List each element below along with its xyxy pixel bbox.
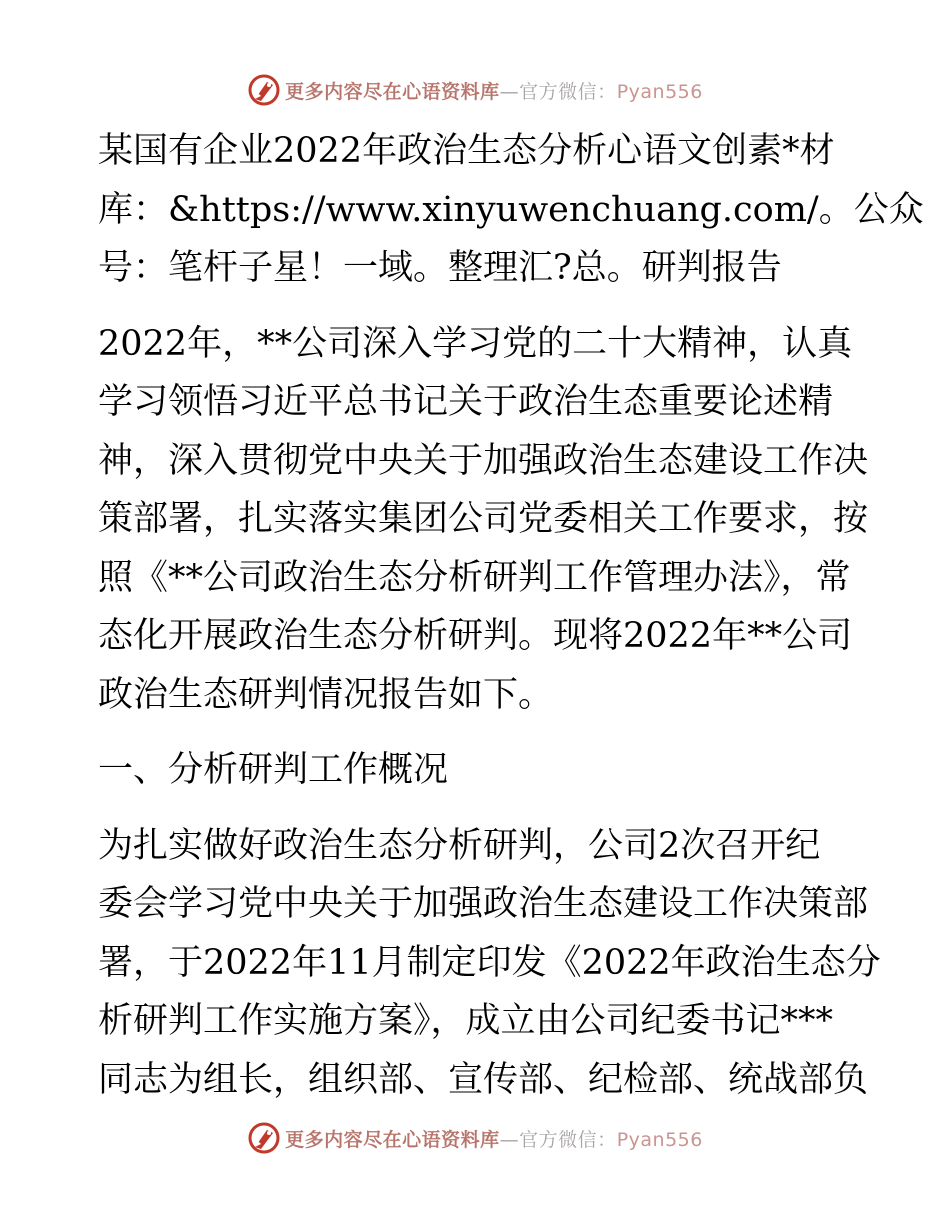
title-line: 号：笔杆子星！一域。整理汇?总。研判报告 [98, 248, 782, 288]
section-paragraph [98, 817, 881, 1110]
watermark-separator: — [499, 80, 520, 103]
intro-line: 2022年，**公司深入学习党的二十大精神，认真 [98, 323, 853, 364]
intro-line: 态化开展政治生态分析研判。现将2022年**公司 [98, 616, 853, 656]
watermark-wechat-label: 官方微信： [519, 80, 617, 103]
watermark-wechat-id: Pyan556 [616, 1128, 703, 1151]
watermark-brand: 更多内容尽在心语资料库 [285, 1128, 500, 1151]
pen-logo-icon [247, 73, 281, 107]
intro-paragraph [98, 315, 869, 725]
watermark-wechat-id: Pyan556 [616, 80, 703, 103]
section-heading [98, 741, 858, 800]
intro-line: 照《**公司政治生态分析研判工作管理办法》，常 [98, 557, 851, 598]
watermark-wechat-label: 官方微信： [519, 1128, 617, 1151]
watermark-header [0, 70, 950, 110]
watermark-separator: — [499, 1128, 520, 1151]
title-line: 某国有企业2022年政治生态分析心语文创素*材 [98, 131, 835, 171]
watermark-text [285, 77, 703, 104]
watermark-footer [0, 1118, 950, 1158]
section-line: 为扎实做好政治生态分析研判，公司2次召开纪 [98, 825, 821, 866]
watermark-text [285, 1125, 703, 1152]
pen-logo-icon [247, 1121, 281, 1155]
intro-line: 神，深入贯彻党中央关于加强政治生态建设工作决 [98, 440, 869, 481]
section-line: 署，于2022年11月制定印发《2022年政治生态分 [98, 942, 881, 983]
document-title [98, 122, 924, 298]
document-body [98, 122, 924, 1109]
title-line: 库：&https://www.xinyuwenchuang.com/。公众 [98, 189, 924, 230]
intro-line: 策部署，扎实落实集团公司党委相关工作要求，按 [98, 499, 869, 539]
intro-line: 政治生态研判情况报告如下。 [98, 674, 554, 715]
section-line: 委会学习党中央关于加强政治生态建设工作决策部 [98, 884, 869, 924]
section-line: 同志为组长，组织部、宣传部、纪检部、统战部负 [98, 1059, 869, 1100]
intro-line: 学习领悟习近平总书记关于政治生态重要论述精 [98, 382, 834, 422]
section-heading-text: 一、分析研判工作概况 [98, 750, 449, 790]
watermark-brand: 更多内容尽在心语资料库 [285, 80, 500, 103]
section-line: 析研判工作实施方案》，成立由公司纪委书记*** [98, 1001, 834, 1041]
